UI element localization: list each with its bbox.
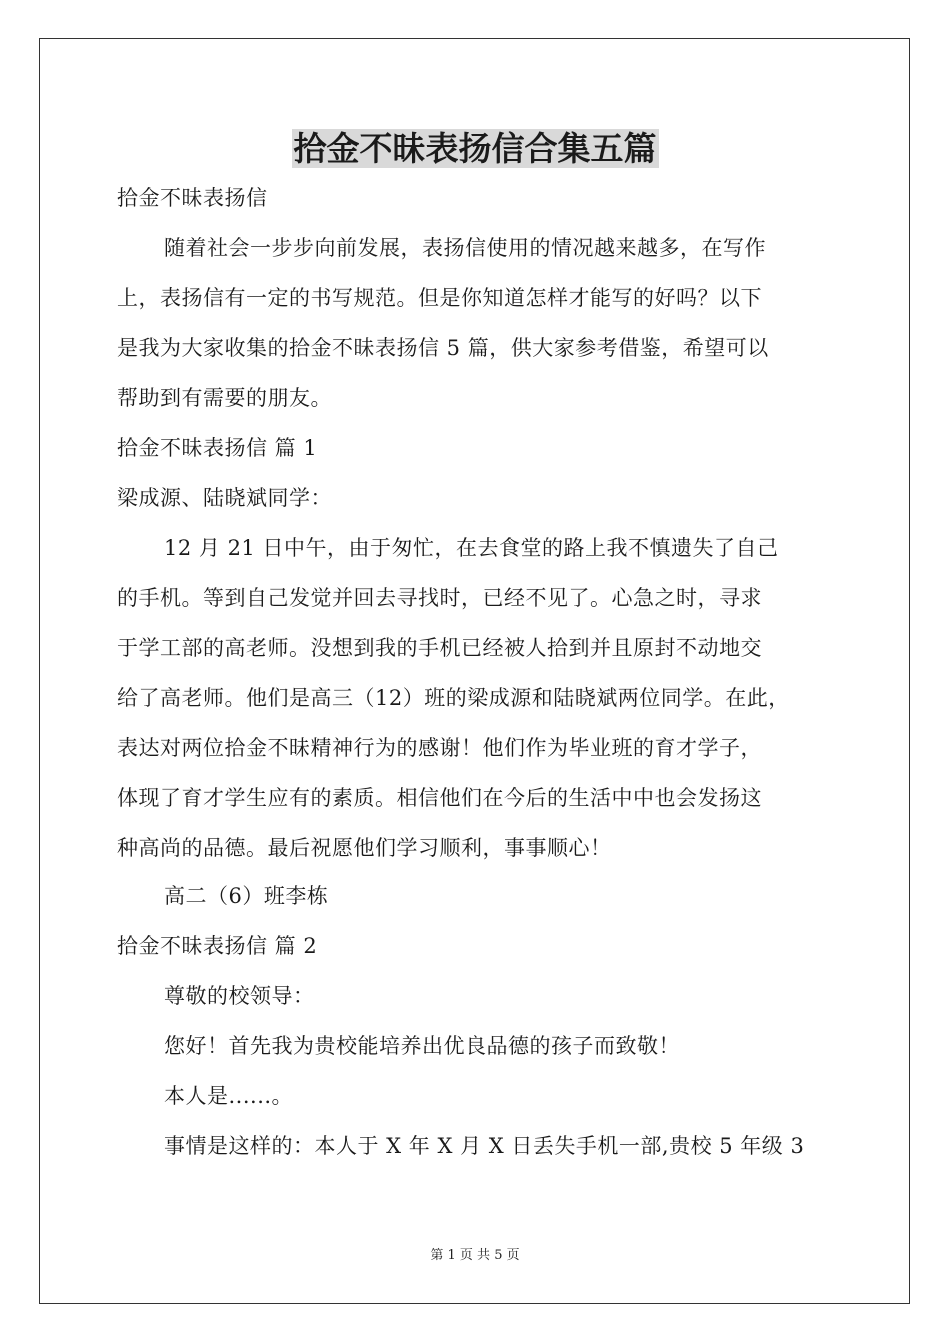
text-line: 给了高老师。他们是高三（12）班的梁成源和陆晓斌两位同学。在此， <box>117 686 790 710</box>
text-line: 是我为大家收集的拾金不昧表扬信 5 篇，供大家参考借鉴，希望可以 <box>117 336 769 360</box>
text-line: 于学工部的高老师。没想到我的手机已经被人拾到并且原封不动地交 <box>117 636 762 660</box>
section-heading: 拾金不昧表扬信 篇 1 <box>117 436 318 460</box>
text-line: 尊敬的校领导： <box>164 984 315 1008</box>
page-footer: 第 1 页 共 5 页 <box>430 1248 520 1263</box>
text-line: 的手机。等到自己发觉并回去寻找时，已经不见了。心急之时，寻求 <box>117 586 762 610</box>
signature-line: 高二（6）班李栋 <box>164 884 329 908</box>
text-line: 帮助到有需要的朋友。 <box>117 386 332 410</box>
text-line: 本人是......。 <box>164 1084 294 1108</box>
text-line: 您好！首先我为贵校能培养出优良品德的孩子而致敬！ <box>164 1034 680 1058</box>
text-line: 表达对两位拾金不昧精神行为的感谢！他们作为毕业班的育才学子， <box>117 736 762 760</box>
document-title-text: 拾金不昧表扬信合集五篇 <box>293 129 657 168</box>
text-line: 上，表扬信有一定的书写规范。但是你知道怎样才能写的好吗？以下 <box>117 286 762 310</box>
text-line: 种高尚的品德。最后祝愿他们学习顺利，事事顺心！ <box>117 836 612 860</box>
section-heading: 拾金不昧表扬信 篇 2 <box>117 934 318 958</box>
text-line: 事情是这样的：本人于 X 年 X 月 X 日丢失手机一部,贵校 5 年级 3 <box>164 1134 805 1158</box>
page-border <box>39 38 910 1304</box>
text-line: 随着社会一步步向前发展，表扬信使用的情况越来越多，在写作 <box>164 236 766 260</box>
text-line: 12 月 21 日中午，由于匆忙，在去食堂的路上我不慎遗失了自己 <box>164 536 779 560</box>
text-line: 体现了育才学生应有的素质。相信他们在今后的生活中中也会发扬这 <box>117 786 762 810</box>
text-line: 拾金不昧表扬信 <box>117 186 268 210</box>
document-title <box>0 124 950 174</box>
text-line: 梁成源、陆晓斌同学： <box>117 486 332 510</box>
